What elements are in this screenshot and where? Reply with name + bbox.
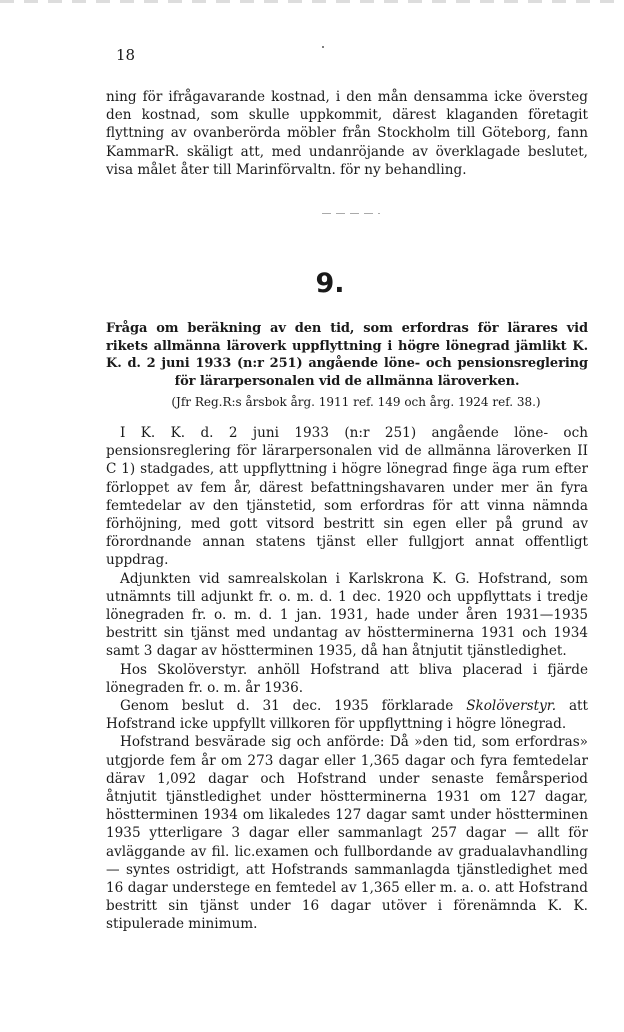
paragraph-1: I K. K. d. 2 juni 1933 (n:r 251) angående löne- och pensionsreglering för lärarpersonalen vid de allmänna läroverken II C 1) stadgades, att uppflyttning i högre lönegrad finge äga rum efter förloppet av fem år, därest befattningshavaren under mer än fyra femtedelar av den tjänstetid, som erfordras för att vinna nämnda förhöjning, med gott vitsord bestritt sin egen eller på grund av förordnande annan statens tjänst eller fullgjort annat offentligt uppdrag. [106, 425, 588, 569]
section-number: 9. [315, 268, 345, 299]
scan-speck [322, 46, 324, 48]
paragraph-5: Hofstrand besvärade sig och anförde: Då »den tid, som erfordras» utgjorde fem år om 273 dagar eller 1,365 dagar och fyra femtedelar därav 1,092 dagar och Hofstrand under senaste femårsperiod åtnjutit tjänstledighet under höstterminerna 1931 om 127 dagar, höstterminen 1934 om likaledes 127 dagar samt under höstterminen 1935 ytterligare 3 dagar eller sammanlagt 257 dagar — allt för avläggande av fil. lic.examen och fullbordande av gradualavhandling — syntes ostridigt, att Hofstrands sammanlagda tjänstledighet med 16 dagar understege en femtedel av 1,365 eller m. a. o. att Hofstrand bestritt sin tjänst under 16 dagar utöver i förenämnda K. K. stipulerade minimum. [106, 734, 588, 933]
section-heading: Fråga om beräkning av den tid, som erfordras för lärares vid rikets allmänna läroverk uppflyttning i högre lönegrad jämlikt K. K. d. 2 juni 1933 (n:r 251) angående löne- och pensionsreglering för lärarpersonalen vid de allmänna läroverken. [106, 321, 588, 389]
section-reference: (Jfr Reg.R:s årsbok årg. 1911 ref. 149 och årg. 1924 ref. 38.) [171, 395, 541, 409]
paragraph-4-start: Genom beslut d. 31 dec. 1935 förklarade [120, 698, 467, 715]
continued-paragraph [106, 88, 588, 179]
paragraph-3: Hos Skolöverstyr. anhöll Hofstrand att bliva placerad i fjärde lönegraden fr. o. m. år 1936. [106, 661, 588, 696]
section-separator [322, 213, 380, 214]
paragraph-4 [106, 697, 588, 733]
scan-top-edge [0, 0, 624, 3]
continued-paragraph-text: ning för ifrågavarande kostnad, i den mån densamma icke översteg den kostnad, som skulle uppkommit, därest klaganden företagit flyttning av ovanberörda möbler från Stockholm till Göteborg, fann KammarR. skäligt att, med undanröjande av överklagade beslutet, visa målet åter till Marinförvaltn. för ny behandling. [106, 89, 588, 178]
paragraph-2: Adjunkten vid samrealskolan i Karlskrona K. G. Hofstrand, som utnämnts till adjunkt fr. o. m. d. 1 dec. 1920 och uppflyttats i tredje lönegraden fr. o. m. d. 1 jan. 1931, hade under åren 1931—1935 bestritt sin tjänst med undantag av höstterminerna 1931 och 1934 samt 3 dagar av höstterminen 1935, då han åtnjutit tjänstledighet. [106, 570, 588, 660]
page-number: 18 [116, 46, 136, 64]
section-body [106, 424, 588, 934]
paragraph-4-emphasis: Skolöverstyr. [466, 698, 557, 715]
paragraph-4-end: att Hofstrand icke uppfyllt villkoren för uppflyttning i högre lönegrad. [106, 698, 588, 733]
